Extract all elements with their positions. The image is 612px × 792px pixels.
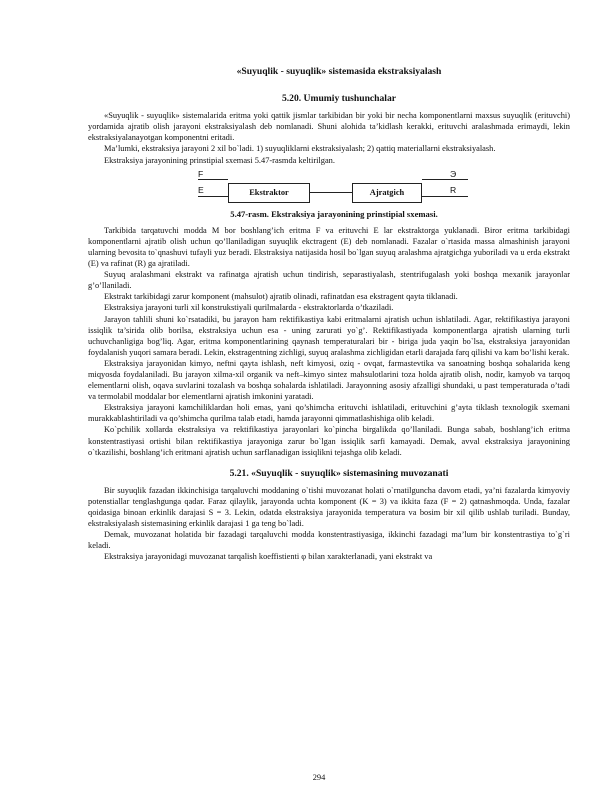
connecting-line	[310, 192, 352, 193]
paragraph: Ekstraksiya jarayoni turli xil konstrukstiyali qurilmalarda - ekstraktorlarda o’tkaziladi.	[104, 303, 394, 313]
extract-line	[422, 179, 468, 180]
paragraph: Jarayon tahlili shuni ko`rsatadiki, bu jarayon ham rektifikastiya kabi eritmalarni ajratish uchun ishlatiladi. Agar, rektifikastiya jarayoni issiqlik ta’sirida olib borilsa, ekstraksiya uchun esa - uning zarurati yo`g’. Rektifikastiyada komponentlarga ajratish ularning turli uchuvchanligiga bog’liq. Agar, eritma komponentlarining qaynash temperaturalari bir - biriga juda yaqin bo`lsa, ekstraksiya jarayonidan foydalanish yuqori samara beradi. Lekin, ekstragentning zichligi, suyuq aralashma zichligidan etarli darajada farq qilishi va kam bo’lishi kerak.	[88, 314, 570, 357]
paragraph: Tarkibida tarqatuvchi modda M bor boshlang’ich eritma F va erituvchi E lar ekstraktorga yuklanadi. Biror eritma tarkibidagi komponentlarni ajratib olish uchun qo’llaniladigan suyuqlik ekctragent (E) deb nomlanadi. Fazalar o`rtasida massa almashinish jarayoni ularning bevosita to`qnashuvi tufayli yuz beradi. Ekstraksiya natijasida hosil bo`lgan suyuq aralashma ajratgichga yuboriladi va u erda ekstrakt (E) va rafinat (R) ga ajratiladi.	[88, 225, 570, 269]
section-heading-5-20: 5.20. Umumiy tushunchalar	[281, 93, 397, 105]
extraction-scheme-diagram	[88, 169, 570, 205]
extractant-line	[198, 196, 228, 197]
extractor-box: Ekstraktor	[228, 183, 310, 203]
paragraph: Ekstrakt tarkibidagi zarur komponent (mahsulot) ajratib olinadi, rafinatdan esa ekstragent qayta tiklanadi.	[104, 292, 458, 302]
paragraph: Suyuq aralashmani ekstrakt va rafinatga ajratish uchun tindirish, separastiyalash, stentrifugalash yoki boshqa mexanik jarayonlar g’o’llaniladi.	[88, 270, 570, 291]
figure-caption: 5.47-rasm. Ekstraksiya jarayonining prinstipial sxemasi.	[230, 208, 438, 219]
separator-box: Ajratgich	[352, 183, 422, 203]
paragraph: Ko`pchilik xollarda ekstraksiya va rektifikastiya jarayonlari ko`pincha birgalikda qo’llaniladi. Bunga sabab, boshlang’ich eritma konstentrastiyasi ortishi bilan rektifikastiya jarayoniga zarur bo`lgan issiqlik sarfi kamayadi. Demak, avval ekstraksiya jarayonining o`tkazilishi, boshlang’ich eritmani ajratish uchun sarflanadigan issiqlikni tejashga olib keladi.	[88, 425, 570, 457]
paragraph: Ma’lumki, ekstraksiya jarayoni 2 xil bo`ladi. 1) suyuqliklarni ekstraksiyalash; 2) qattiq materiallarni ekstraksiyalash.	[104, 144, 496, 154]
extractant-label: E	[198, 184, 204, 195]
feed-line	[198, 179, 228, 180]
paragraph: Ekstraksiya jarayoni kamchiliklardan holi emas, yani qo’shimcha erituvchi ishlatiladi, erituvchini g’ayta tiklash texnologik sxemani murakkablashtiriladi va qo’shimcha qurilma talab etadi, hamda jarayonni qimmatlashishiga olib keladi.	[88, 403, 570, 424]
section-heading-5-21: 5.21. «Suyuqlik - suyuqlik» sistemasining muvozanati	[229, 467, 449, 479]
chapter-title: «Suyuqlik - suyuqlik» sistemasida ekstraksiyalash	[236, 66, 442, 77]
paragraph: «Suyuqlik - suyuqlik» sistemalarida eritma yoki qattik jismlar tarkibidan bir yoki bir necha komponentlarni maxsus suyuqlik (erituvchi) yordamida ajratib olish jarayoni ekstraksiyalash deb nomlanadi. Shuni alohida ta’kidlash kerakki, erituvchi aralashmada erimaydi, lekin ekstraksiyalanayotgan komponentni eritadi.	[88, 111, 570, 143]
raffinate-label: R	[450, 184, 457, 195]
paragraph: Ekstraksiya jarayonidan kimyo, neftni qayta ishlash, neft kimyosi, oziq - ovqat, farmastevtika va sanoatning boshqa sohalarida keng miqyosda foydalaniladi. Bu jarayon xilma-xil organik va neft–kimyo sintez mahsulotlarini toza holda ajratib olish, nodir, kamyob va tarqoq elementlarni olish, oqava suvlarini tozalash va boshqa sohalarda ishlatiladi. Jarayonning asosiy afzalligi shundaki, u past temperaturada o’tadi va termolabil moddalar bor elementlarni ajratish imkonini yaratadi.	[88, 358, 570, 402]
paragraph: Demak, muvozanat holatida bir fazadagi tarqaluvchi modda konstentrastiyasiga, ikkinchi fazadagi ma’lum bir konstentrastiya to`g`ri keladi.	[88, 530, 570, 551]
paragraph: Ekstraksiya jarayonidagi muvozanat tarqalish koeffistienti φ bilan xarakterlanadi, yani ekstrakt va	[104, 552, 433, 562]
feed-label: F	[198, 168, 204, 179]
page-number: 294	[312, 773, 326, 782]
extract-label: Э	[450, 168, 457, 179]
raffinate-line	[422, 196, 468, 197]
paragraph: Ekstraksiya jarayonining prinstipial sxemasi 5.47-rasmda keltirilgan.	[104, 155, 335, 165]
page-content	[88, 66, 570, 562]
paragraph: Bir suyuqlik fazadan ikkinchisiga tarqaluvchi moddaning o`tishi muvozanat holati o`rnatilguncha davom etadi, ya’ni fazalarda kimyoviy potenstiallar tenglashgunga qadar. Faraz qilaylik, jarayonda uchta komponent (K = 3) va ikkita faza (F = 2) qatnashmoqda. Unda, fazalar qoidasiga binoan erkinlik darajasi S = 3. Lekin, odatda ekstraksiya jarayonida temperatura va bosim bir xil qilib ushlab turiladi. Bunday, ekstraksiyalash sistemasining erkinlik darajasi 1 ga teng bo`ladi.	[88, 485, 570, 529]
